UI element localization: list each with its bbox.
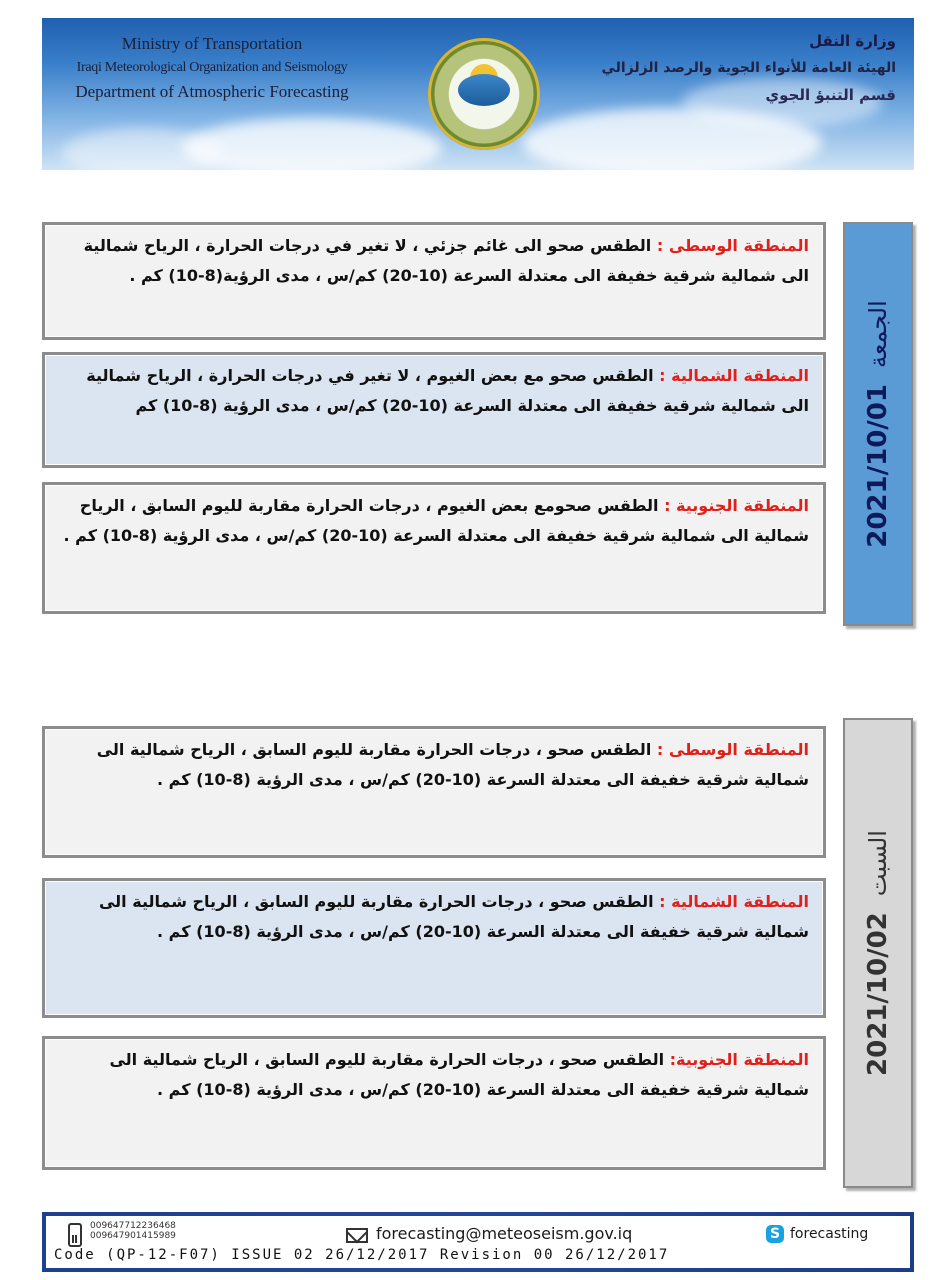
region-label: المنطقة الجنوبية : <box>664 496 809 515</box>
phone-number-2: 009647901415989 <box>90 1231 176 1241</box>
forecast-text: الطقس صحو ، درجات الحرارة مقاربة لليوم السابق ، الرياح شمالية الى شمالية شرقية خفيفة الى معتدلة السرعة (10-20) كم/س ، مدى الرؤية (8-10) كم . <box>98 892 809 941</box>
forecast-box-central-day2 <box>42 726 826 858</box>
forecast-text: الطقس صحو ، درجات الحرارة مقاربة لليوم السابق ، الرياح شمالية الى شمالية شرقية خفيفة الى معتدلة السرعة (10-20) كم/س ، مدى الرؤية (8-10) كم . <box>96 740 809 789</box>
department-name-en: Department of Atmospheric Forecasting <box>75 82 349 101</box>
region-label: المنطقة الجنوبية: <box>669 1050 809 1069</box>
phone-icon <box>68 1223 82 1247</box>
document-code: Code (QP-12-F07) ISSUE 02 26/12/2017 Revision 00 26/12/2017 <box>54 1247 670 1263</box>
region-label: المنطقة الوسطى : <box>656 236 809 255</box>
skype-handle[interactable]: forecasting <box>790 1226 869 1242</box>
phone-numbers <box>90 1221 176 1241</box>
forecast-box-north-day1 <box>42 352 826 468</box>
forecast-text: الطقس صحو ، درجات الحرارة مقاربة لليوم السابق ، الرياح شمالية الى شمالية شرقية خفيفة الى معتدلة السرعة (10-20) كم/س ، مدى الرؤية (8-10) كم . <box>109 1050 809 1099</box>
ministry-name-en: Ministry of Transportation <box>121 34 303 53</box>
forecast-text: الطقس صحو مع بعض الغيوم ، لا تغير في درجات الحرارة ، الرياح شمالية الى شمالية شرقية خفيفة الى معتدلة السرعة (10-20) كم/س ، مدى الرؤية (8-10) كم <box>86 366 809 415</box>
ministry-name-ar: وزارة النقل <box>809 32 896 50</box>
forecast-text: الطقس صحومع بعض الغيوم ، درجات الحرارة مقاربة لليوم السابق ، الرياح شمالية الى شمالية شرقية خفيفة الى معتدلة السرعة (10-20) كم/س ، مدى الرؤية (8-10) كم . <box>63 496 809 545</box>
region-label: المنطقة الوسطى : <box>656 740 809 759</box>
header-banner <box>42 18 914 170</box>
forecast-box-central-day1 <box>42 222 826 340</box>
day-tab-1 <box>843 222 913 626</box>
forecast-text: الطقس صحو الى غائم جزئي ، لا تغير في درجات الحرارة ، الرياح شمالية الى شمالية شرقية خفيفة الى معتدلة السرعة (10-20) كم/س ، مدى الرؤية(8-10) كم . <box>83 236 809 285</box>
email-link[interactable]: forecasting@meteoseism.gov.iq <box>376 1224 633 1243</box>
phone-number-1: 009647712236468 <box>90 1221 176 1231</box>
header-arabic <box>596 28 896 109</box>
skype-icon: S <box>766 1225 784 1243</box>
day-name: الجمعة <box>864 300 892 369</box>
day-date: 2021/10/01 <box>863 384 893 548</box>
forecast-box-south-day1 <box>42 482 826 614</box>
day-tab-2 <box>843 718 913 1188</box>
forecast-box-north-day2 <box>42 878 826 1018</box>
day-name: السبت <box>864 830 892 897</box>
organization-name-en: Iraqi Meteorological Organization and Seismology <box>76 60 348 75</box>
day-date: 2021/10/02 <box>863 912 893 1076</box>
region-label: المنطقة الشمالية : <box>659 366 809 385</box>
department-name-ar: قسم التنبؤ الجوي <box>765 86 896 104</box>
organization-name-ar: الهيئة العامة للأنواء الجوية والرصد الزلزالي <box>601 60 896 76</box>
forecast-box-south-day2 <box>42 1036 826 1170</box>
mail-icon <box>346 1228 368 1243</box>
organization-logo-icon <box>428 38 540 150</box>
region-label: المنطقة الشمالية : <box>659 892 809 911</box>
header-english <box>62 32 362 104</box>
footer-bar <box>42 1212 914 1272</box>
